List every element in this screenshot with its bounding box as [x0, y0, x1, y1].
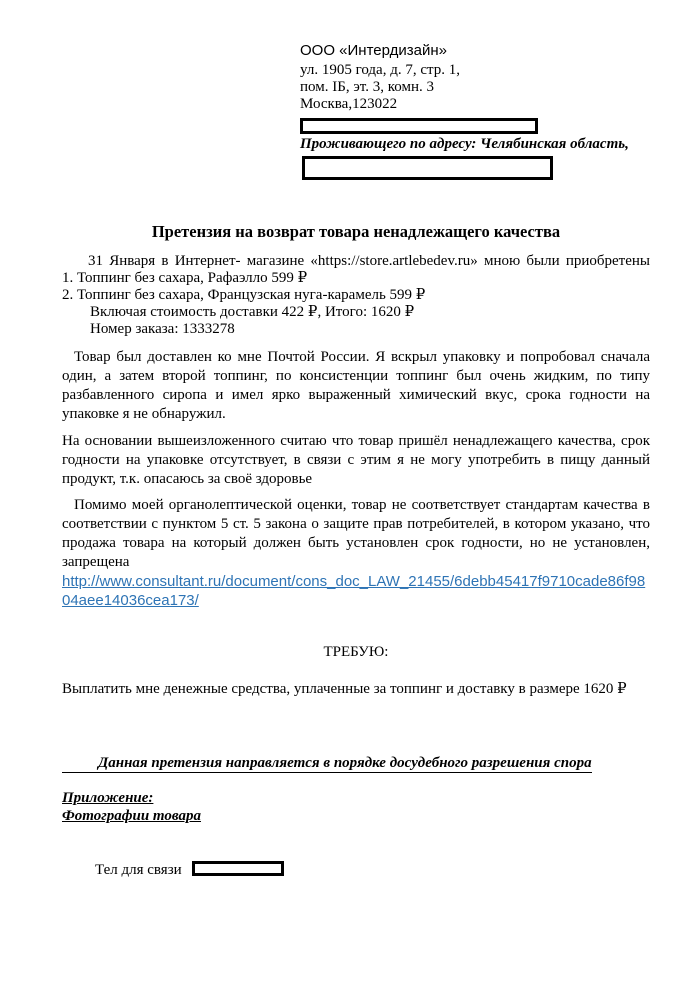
pretrial-note: [62, 754, 650, 773]
paragraph-law: Помимо моей органолептической оценки, товар не соответствует стандартам качества в соответствии с пунктом 5 ст. 5 закона о защите прав потребителей, в котором указано, что продажа товара на который должен быть установлен срок годности, но не установлен, запрещена: [62, 497, 650, 570]
recipient-block: [300, 0, 700, 180]
attachment-label: Приложение:: [62, 790, 154, 806]
order-number-line: Номер заказа: 1333278: [90, 321, 235, 337]
demand-heading: ТРЕБУЮ:: [323, 644, 389, 660]
pretrial-note-text: Данная претензия направляется в порядке досудебного разрешения спора: [62, 755, 592, 773]
redacted-address-box: [302, 156, 553, 180]
purchased-item-2: 2. Топпинг без сахара, Французская нуга-карамель 599 ₽: [62, 287, 426, 303]
phone-row: [62, 861, 650, 880]
consultant-law-link[interactable]: http://www.consultant.ru/document/cons_doc_LAW_21455/6debb45417f9710cade86f9804aee14036cea173/: [62, 573, 646, 609]
demand-text: Выплатить мне денежные средства, уплаченные за топпинг и доставку в размере 1620 ₽: [62, 681, 627, 697]
paragraph-conclusion: На основании вышеизложенного считаю что товар пришёл ненадлежащего качества, срок годности на упаковке отсутствует, в связи с этим я не могу употребить в пищу данный продукт, т.к. опасаюсь за своё здоровье: [62, 433, 650, 487]
attachment-value: Фотографии товара: [62, 808, 201, 824]
document-body: [62, 253, 650, 880]
redacted-phone-box: [192, 861, 284, 876]
paragraph-delivery: Товар был доставлен ко мне Почтой России. Я вскрыл упаковку и попробовал сначала один, а затем второй топпинг, по консистенции топпинг был очень жидким, по типу разбавленного сиропа и имел ярко выраженный химический вкус, срока годности на упаковке я не обнаружил.: [62, 349, 650, 422]
attachment-block: [62, 789, 650, 825]
delivery-cost-line: Включая стоимость доставки 422 ₽, Итого: 1620 ₽: [90, 304, 415, 320]
residence-line: Проживающего по адресу: Челябинская область,: [300, 136, 629, 152]
purchased-item-1: 1. Топпинг без сахара, Рафаэлло 599 ₽: [62, 270, 308, 286]
company-address-line-3: Москва,123022: [300, 96, 398, 112]
company-address-line-1: ул. 1905 года, д. 7, стр. 1,: [300, 62, 460, 78]
phone-label: Тел для связи: [95, 862, 182, 878]
intro-line: 31 Января в Интернет- магазине «https://store.artlebedev.ru» мною были приобретены: [88, 253, 650, 269]
redacted-name-box: [300, 118, 538, 134]
company-address-line-2: пом. IБ, эт. 3, комн. 3: [300, 79, 434, 95]
company-name: ООО «Интердизайн»: [300, 42, 447, 59]
document-title: Претензия на возврат товара ненадлежащего качества: [151, 222, 561, 241]
